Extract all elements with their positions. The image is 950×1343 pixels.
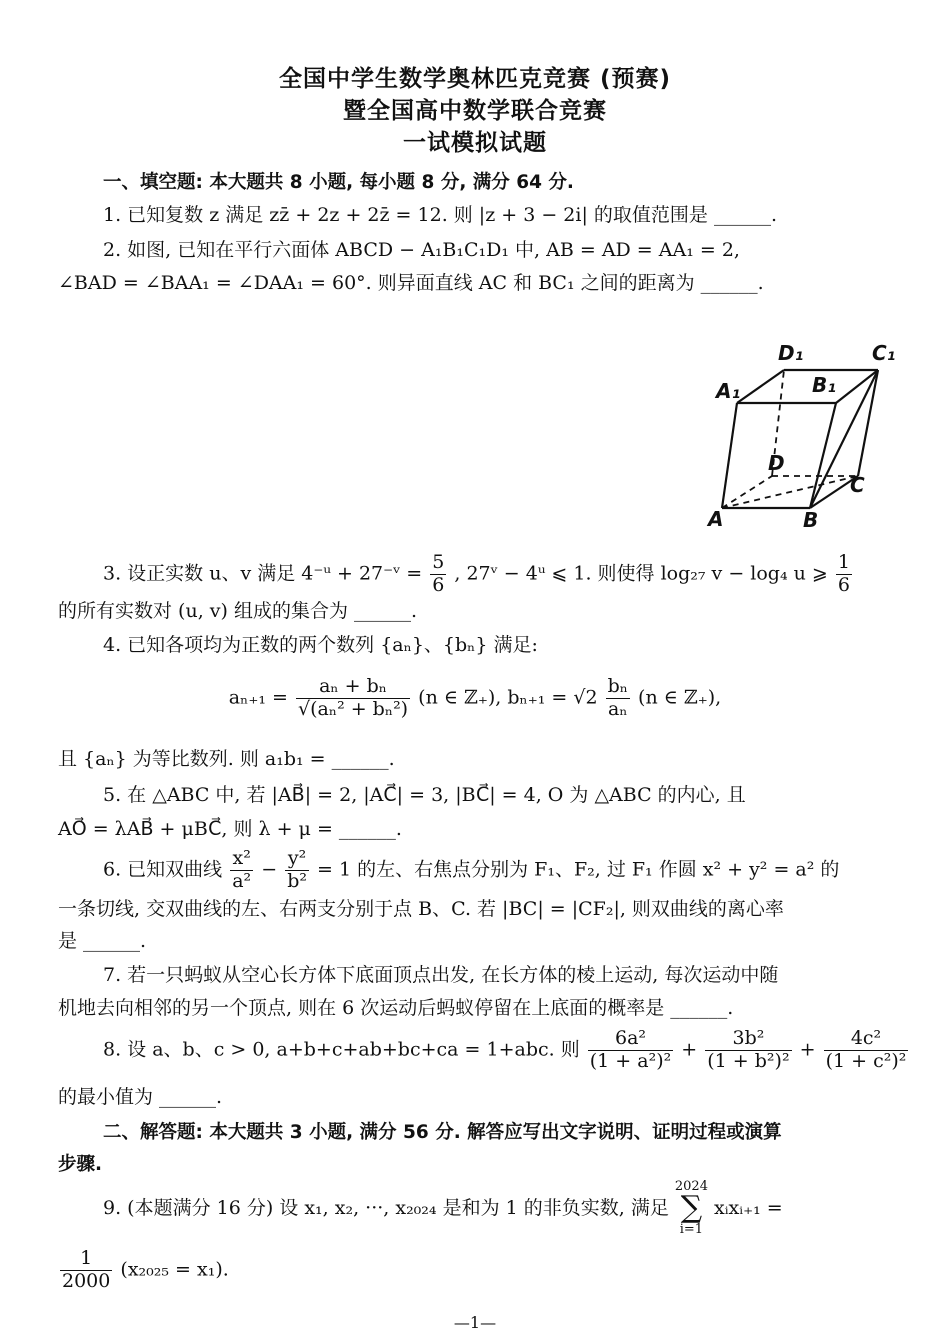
- exam-title-line2: 暨全国高中数学联合竞赛: [343, 98, 607, 124]
- edge-A1D1: [737, 370, 784, 403]
- problem-6-line2: 一条切线, 交双曲线的左、右两支分别于点 B、C. 若 |BC| = |CF₂|, 则双曲线的离心率: [58, 898, 784, 920]
- fraction-numerator: x²: [232, 847, 251, 869]
- fraction-numerator: 3b²: [732, 1027, 765, 1049]
- label-C: C: [850, 473, 865, 497]
- fraction-denominator: (1 + b²)²: [707, 1049, 790, 1072]
- problem-3-part1: 3. 设正实数 u、v 满足 4⁻ᵘ + 27⁻ᵛ =: [103, 562, 423, 585]
- fraction-denominator: 2000: [62, 1269, 111, 1292]
- section2-heading-line2: 步骤.: [58, 1154, 103, 1175]
- problem-8-line2: 的最小值为 ______.: [58, 1086, 223, 1108]
- edge-CC1: [858, 370, 878, 476]
- formula-right: (n ∈ ℤ₊),: [638, 686, 722, 709]
- exam-title-line3: 一试模拟试题: [403, 130, 547, 156]
- problem-3-part2: , 27ᵛ − 4ᵘ ⩽ 1. 则使得 log₂₇ v − log₄ u ⩾: [454, 562, 828, 585]
- label-D: D: [768, 451, 785, 475]
- problem-7-line1: 7. 若一只蚂蚁从空心长方体下底面顶点出发, 在长方体的棱上运动, 每次运动中随: [103, 964, 779, 986]
- plus-sign: +: [799, 1038, 816, 1061]
- problem-5-line1: 5. 在 △ABC 中, 若 |AB⃗| = 2, |AC⃗| = 3, |BC⃗| = 4, O 为 △ABC 的内心, 且: [103, 784, 746, 806]
- fraction-3b2: [705, 1028, 791, 1073]
- fraction-numerator: 1: [80, 1247, 93, 1269]
- label-A: A: [708, 507, 724, 531]
- fraction-denominator: (1 + a²)²: [589, 1049, 672, 1072]
- problem-4-line3: 且 {aₙ} 为等比数列. 则 a₁b₁ = ______.: [58, 748, 395, 770]
- problem-2-text-1: 2. 如图, 已知在平行六面体 ABCD − A₁B₁C₁D₁ 中, AB = AD = AA₁ = 2,: [103, 239, 740, 261]
- problem-9-tail: (x₂₀₂₅ = x₁).: [120, 1258, 229, 1281]
- formula-middle: (n ∈ ℤ₊), bₙ₊₁ = √2: [418, 686, 598, 709]
- fraction-5-6: [430, 552, 446, 597]
- plus-sign: +: [681, 1038, 698, 1061]
- fraction-denominator: 6: [432, 573, 445, 596]
- problem-6-line1: [103, 848, 898, 893]
- fraction-y2-b2: [285, 848, 309, 893]
- label-B: B: [803, 508, 819, 532]
- fraction-denominator: √(aₙ² + bₙ²): [298, 697, 409, 720]
- problem-3-line1: [103, 552, 898, 597]
- fraction-denominator: a²: [232, 869, 252, 892]
- problem-4-line1: 4. 已知各项均为正数的两个数列 {aₙ}、{bₙ} 满足:: [103, 634, 538, 656]
- edge-AC-hidden: [722, 476, 858, 508]
- summation: [675, 1180, 708, 1236]
- fraction-1-2000: [60, 1248, 112, 1293]
- problem-1: 1. 已知复数 z 满足 zz̄ + 2z + 2z̄ = 12. 则 |z + 3 − 2i| 的取值范围是 ______.: [103, 204, 777, 226]
- fraction-denominator: (1 + c²)²: [825, 1049, 907, 1072]
- problem-6-part2: = 1 的左、右焦点分别为 F₁、F₂, 过 F₁ 作圆 x² + y² = a² 的: [317, 858, 840, 881]
- fraction-numerator: 6a²: [614, 1027, 647, 1049]
- problem-8-line1: [103, 1027, 907, 1073]
- fraction-x2-a2: [230, 848, 253, 893]
- problem-9-line2: [58, 1248, 898, 1293]
- summation-lower-limit: i=1: [679, 1222, 704, 1237]
- edge-AA1: [722, 403, 737, 508]
- label-B1: B₁: [812, 373, 837, 397]
- formula-fraction-2: [606, 676, 630, 721]
- problem-4-formula: [0, 676, 950, 721]
- fraction-numerator: aₙ + bₙ: [319, 675, 388, 697]
- fraction-denominator: b²: [287, 869, 307, 892]
- formula-left: aₙ₊₁ =: [228, 686, 288, 709]
- fraction-numerator: 5: [432, 551, 445, 573]
- fraction-numerator: 1: [837, 551, 850, 573]
- summation-symbol: ∑: [680, 1190, 703, 1225]
- section1-heading: 一、填空题: 本大题共 8 小题, 每小题 8 分, 满分 64 分.: [103, 172, 574, 193]
- fraction-numerator: 4c²: [850, 1027, 882, 1049]
- label-C1: C₁: [872, 341, 896, 365]
- section2-heading-line1: 二、解答题: 本大题共 3 小题, 满分 56 分. 解答应写出文字说明、证明过程或演算: [103, 1122, 782, 1143]
- problem-6-line3: 是 ______.: [58, 930, 147, 952]
- fraction-6a2: [588, 1028, 673, 1073]
- problem-5-line2: AO⃗ = λAB⃗ + μBC⃗, 则 λ + μ = ______.: [58, 818, 402, 840]
- page-number: —1—: [453, 1313, 497, 1332]
- label-A1: A₁: [716, 379, 741, 403]
- summation-expression: xᵢxᵢ₊₁ =: [714, 1197, 783, 1219]
- label-D1: D₁: [778, 341, 804, 365]
- fraction-denominator: 6: [837, 573, 850, 596]
- problem-9-part1: 9. (本题满分 16 分) 设 x₁, x₂, ···, x₂₀₂₄ 是和为 1 的非负实数, 满足: [103, 1197, 669, 1219]
- fraction-denominator: aₙ: [606, 698, 630, 721]
- fraction-numerator: y²: [287, 847, 307, 869]
- problem-9-line1: [103, 1180, 898, 1236]
- fraction-numerator: bₙ: [607, 675, 628, 697]
- problem-3-line2: 的所有实数对 (u, v) 组成的集合为 ______.: [58, 600, 418, 622]
- exam-title-line1: 全国中学生数学奥林匹克竞赛 (预赛): [278, 66, 672, 92]
- parallelepiped-figure: [700, 330, 900, 535]
- fraction-4c2: [824, 1028, 909, 1073]
- problem-2-line1: [103, 237, 898, 263]
- problem-8-part1: 8. 设 a、b、c > 0, a+b+c+ab+bc+ca = 1+abc. 则: [103, 1038, 580, 1061]
- formula-fraction-1: [296, 676, 410, 721]
- summation-upper-limit: 2024: [674, 1179, 708, 1194]
- problem-6-part1: 6. 已知双曲线: [103, 858, 223, 881]
- problem-2-line2: ∠BAD = ∠BAA₁ = ∠DAA₁ = 60°. 则异面直线 AC 和 BC₁ 之间的距离为 ______.: [58, 272, 764, 294]
- edge-AD-hidden: [722, 476, 772, 508]
- minus-sign: −: [261, 858, 278, 881]
- problem-7-line2: 机地去向相邻的另一个顶点, 则在 6 次运动后蚂蚁停留在上底面的概率是 ______.: [58, 997, 734, 1019]
- fraction-1-6: [836, 552, 852, 597]
